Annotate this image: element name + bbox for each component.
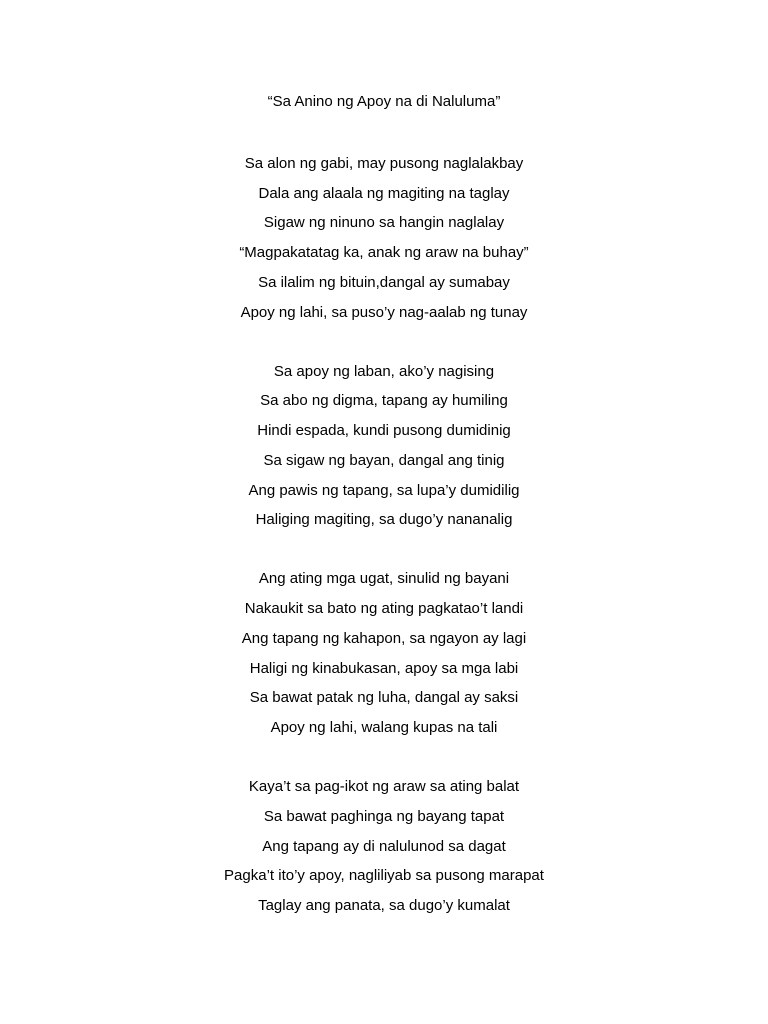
stanza-4 xyxy=(0,772,768,921)
poem-line: Haligi ng kinabukasan, apoy sa mga labi xyxy=(249,659,519,677)
poem-line: Kaya’t sa pag-ikot ng araw sa ating balat xyxy=(248,778,520,796)
poem-line: Sa ilalim ng bituin,dangal ay sumabay xyxy=(258,273,510,291)
poem-line: Apoy ng lahi, sa puso’y nag-aalab ng tunay xyxy=(240,303,528,321)
poem-line: Dala ang alaala ng magiting na taglay xyxy=(258,184,510,202)
stanza-2 xyxy=(0,357,768,535)
poem-line: Pagka’t ito’y apoy, nagliliyab sa pusong marapat xyxy=(224,867,544,885)
poem-line: “Magpakatatag ka, anak ng araw na buhay” xyxy=(239,244,529,262)
poem-line: Ang ating mga ugat, sinulid ng bayani xyxy=(258,570,510,588)
stanza-1 xyxy=(0,149,768,327)
poem-line: Ang pawis ng tapang, sa lupa’y dumidilig xyxy=(248,481,520,499)
stanza-3 xyxy=(0,564,768,742)
poem-line: Sa sigaw ng bayan, dangal ang tinig xyxy=(263,451,505,469)
poem-title: “Sa Anino ng Apoy na di Naluluma” xyxy=(267,93,501,110)
poem-line: Haliging magiting, sa dugo’y nananalig xyxy=(255,511,513,529)
poem-line: Hindi espada, kundi pusong dumidinig xyxy=(257,422,511,440)
poem-line: Nakaukit sa bato ng ating pagkatao’t landi xyxy=(244,600,524,618)
poem-line: Sigaw ng ninuno sa hangin naglalay xyxy=(263,214,505,232)
poem-line: Apoy ng lahi, walang kupas na tali xyxy=(270,718,498,736)
poem-line: Ang tapang ng kahapon, sa ngayon ay lagi xyxy=(241,629,527,647)
poem-line: Sa bawat patak ng luha, dangal ay saksi xyxy=(249,689,519,707)
poem-line: Ang tapang ay di nalulunod sa dagat xyxy=(262,837,506,855)
poem-line: Sa abo ng digma, tapang ay humiling xyxy=(260,392,508,410)
poem-line: Taglay ang panata, sa dugo’y kumalat xyxy=(258,896,510,914)
poem-line: Sa alon ng gabi, may pusong naglalakbay xyxy=(244,155,524,172)
poem-line: Sa bawat paghinga ng bayang tapat xyxy=(263,807,505,825)
poem-line: Sa apoy ng laban, ako’y nagising xyxy=(273,362,495,380)
